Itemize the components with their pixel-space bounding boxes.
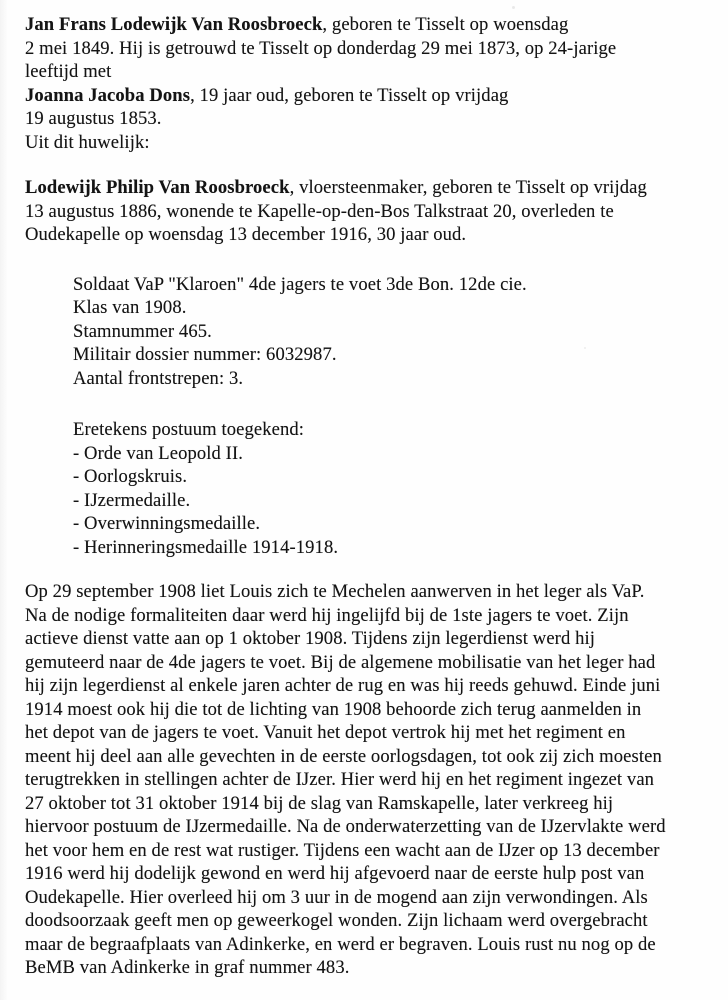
bio-line: BeMB van Adinkerke in graf nummer 483. (25, 957, 350, 978)
text-run: , vloersteenmaker, geboren te Tisselt op vrijdag (289, 177, 647, 198)
honors-heading: Eretekens postuum toegekend: (73, 419, 305, 440)
bio-line: hij zijn legerdienst al enkele jaren achter de rug en was hij reeds gehuwd. Einde juni (25, 675, 661, 696)
bio-line: actieve dienst vatte aan op 1 oktober 1908. Tijdens zijn legerdienst werd hij (25, 628, 596, 649)
parents-paragraph (25, 13, 728, 154)
text-line (25, 13, 728, 37)
text-run: , geboren te Tisselt op woensdag (322, 14, 569, 35)
text-line: 19 augustus 1853. (25, 108, 162, 129)
text-line: Uit dit huwelijk: (25, 131, 150, 153)
service-line: Aantal frontstrepen: 3. (73, 367, 244, 389)
bio-line: hiervoor postuum de IJzermedaille. Na de onderwaterzetting van de IJzervlakte werd (25, 816, 666, 837)
military-service-block (73, 273, 728, 391)
text-line: 13 augustus 1886, wonende te Kapelle-op-den-Bos Talkstraat 20, overleden te (25, 200, 614, 222)
bio-line: 1914 moest ook hij die tot de lichting van 1908 behoorde zich terug aanmelden in (25, 698, 642, 720)
bio-line: Oudekapelle. Hier overleed hij om 3 uur in de mogend aan zijn verwondingen. Als (25, 886, 648, 908)
honor-item: - Oorlogskruis. (73, 466, 188, 487)
bio-line: meent hij deel aan alle gevechten in de eerste oorlogsdagen, tot ook zij zich moesten (25, 745, 662, 767)
bio-line: gemuteerd naar de 4de jagers te voet. Bij de algemene mobilisatie van het leger had (25, 651, 656, 673)
text-line: leeftijd met (25, 61, 112, 82)
mother-name: Joanna Jacoba Dons (25, 84, 191, 106)
text-line: Oudekapelle op woensdag 13 december 1916, 30 jaar oud. (25, 224, 467, 245)
service-line: Soldaat VaP "Klaroen" 4de jagers te voet 3de Bon. 12de cie. (73, 273, 527, 295)
bio-line: het voor hem en de rest wat rustiger. Tijdens een wacht aan de IJzer op 13 december (25, 839, 660, 861)
child-name: Lodewijk Philip Van Roosbroeck (25, 177, 290, 198)
honor-item: - Overwinningsmedaille. (73, 513, 261, 534)
honors-block (73, 418, 728, 559)
honor-item: - Orde van Leopold II. (73, 442, 243, 464)
bio-line: 1916 werd hij dodelijk gewond en werd hij afgevoerd naar de eerste hulp post van (25, 863, 645, 884)
bio-line: Op 29 september 1908 liet Louis zich te Mechelen aanwerven in het leger als VaP. (25, 581, 645, 602)
bio-line: doodsoorzaak geeft men op geweerkogel wonden. Zijn lichaam werd overgebracht (25, 910, 648, 931)
bio-line: maar de begraafplaats van Adinkerke, en werd er begraven. Louis rust nu nog op de (25, 933, 656, 955)
service-line: Stamnummer 465. (73, 320, 212, 342)
text-line (25, 84, 728, 108)
bio-line: terugtrekken in stellingen achter de IJzer. Hier werd hij en het regiment ingezet van (25, 769, 655, 790)
child-paragraph (25, 176, 728, 247)
text-run: , 19 jaar oud, geboren te Tisselt op vrijdag (190, 84, 509, 106)
bio-line: 27 oktober tot 31 oktober 1914 bij de slag van Ramskapelle, later verkreeg hij (25, 792, 614, 814)
biography-paragraph (25, 580, 728, 980)
father-name: Jan Frans Lodewijk Van Roosbroeck (25, 14, 323, 35)
text-line: 2 mei 1849. Hij is getrouwd te Tisselt op donderdag 29 mei 1873, op 24-jarige (25, 37, 617, 59)
honor-item: - Herinneringsmedaille 1914-1918. (73, 536, 339, 558)
text-line (25, 176, 728, 200)
bio-line: het depot van de jagers te voet. Vanuit het depot vertrok hij met het regiment en (25, 722, 626, 743)
service-line: Militair dossier nummer: 6032987. (73, 344, 337, 365)
honor-item: - IJzermedaille. (73, 489, 191, 511)
service-line: Klas van 1908. (73, 297, 187, 318)
bio-line: Na de nodige formaliteiten daar werd hij ingelijfd bij de 1ste jagers te voet. Zijn (25, 604, 629, 626)
